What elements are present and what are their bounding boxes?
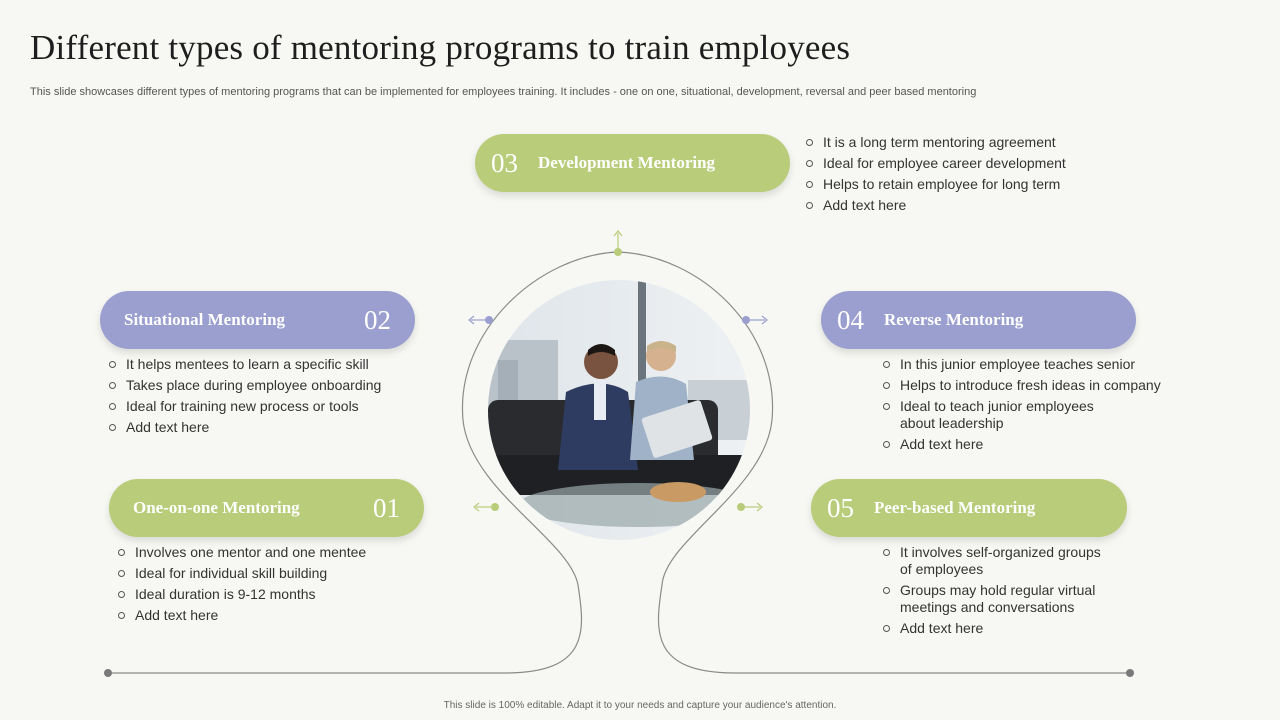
- bullet-item: Ideal duration is 9-12 months: [117, 586, 417, 603]
- bullet-item: Helps to retain employee for long term: [805, 176, 1095, 193]
- connector-dot-right-lower: [737, 503, 745, 511]
- program-number: 01: [373, 492, 400, 523]
- business-meeting-photo: [488, 280, 750, 540]
- program-number: 04: [837, 304, 864, 335]
- slide-footer: This slide is 100% editable. Adapt it to your needs and capture your audience's attention.: [443, 700, 837, 711]
- baseline-left-dot: [104, 669, 112, 677]
- bullet-item: Add text here: [805, 197, 1095, 214]
- bullet-item: Add text here: [882, 620, 1122, 637]
- program-05-peer-based-pill: [811, 479, 1127, 537]
- program-03-development-pill: [475, 134, 790, 192]
- program-01-bullets: [117, 544, 417, 628]
- bullet-item: In this junior employee teaches senior: [882, 356, 1172, 373]
- bullet-item: Groups may hold regular virtual meetings and conversations: [882, 582, 1110, 616]
- program-number: 02: [364, 304, 391, 335]
- connector-dot-top: [614, 248, 622, 256]
- bullet-item: Takes place during employee onboarding: [108, 377, 408, 394]
- bullet-item: It helps mentees to learn a specific skill: [108, 356, 408, 373]
- program-02-bullets: [108, 356, 408, 440]
- program-04-reverse-pill: [821, 291, 1136, 349]
- program-01-one-on-one-pill: [109, 479, 424, 537]
- connector-dot-right-upper: [742, 316, 750, 324]
- program-label: Peer-based Mentoring: [874, 498, 1036, 517]
- bullet-item: Add text here: [108, 419, 408, 436]
- bullet-item: Add text here: [882, 436, 1172, 453]
- bullet-item: It is a long term mentoring agreement: [805, 134, 1095, 151]
- slide-title: Different types of mentoring programs to train employees: [30, 28, 851, 67]
- bullet-item: Add text here: [117, 607, 417, 624]
- program-02-situational-pill: [100, 291, 415, 349]
- program-03-bullets: [805, 134, 1095, 218]
- bullet-item: Ideal for training new process or tools: [108, 398, 408, 415]
- program-label: Situational Mentoring: [124, 310, 286, 329]
- program-label: Development Mentoring: [538, 153, 716, 172]
- bullet-item: Involves one mentor and one mentee: [117, 544, 417, 561]
- program-label: Reverse Mentoring: [884, 310, 1024, 329]
- bullet-item: Helps to introduce fresh ideas in company: [882, 377, 1172, 394]
- connector-dot-left-lower: [491, 503, 499, 511]
- program-number: 03: [491, 147, 518, 178]
- bullet-item: Ideal for individual skill building: [117, 565, 417, 582]
- connector-dot-left-upper: [485, 316, 493, 324]
- bullet-item: Ideal to teach junior employees about leadership: [882, 398, 1110, 432]
- program-number: 05: [827, 492, 854, 523]
- bullet-item: Ideal for employee career development: [805, 155, 1095, 172]
- program-04-bullets: [882, 356, 1172, 457]
- bullet-item: It involves self-organized groups of employees: [882, 544, 1110, 578]
- baseline-right-dot: [1126, 669, 1134, 677]
- program-label: One-on-one Mentoring: [133, 498, 300, 517]
- program-05-bullets: [882, 544, 1122, 641]
- slide-subtitle: This slide showcases different types of mentoring programs that can be implemented for employees training. It includes - one on one, situational, development, reversal and peer based mentoring: [30, 86, 977, 98]
